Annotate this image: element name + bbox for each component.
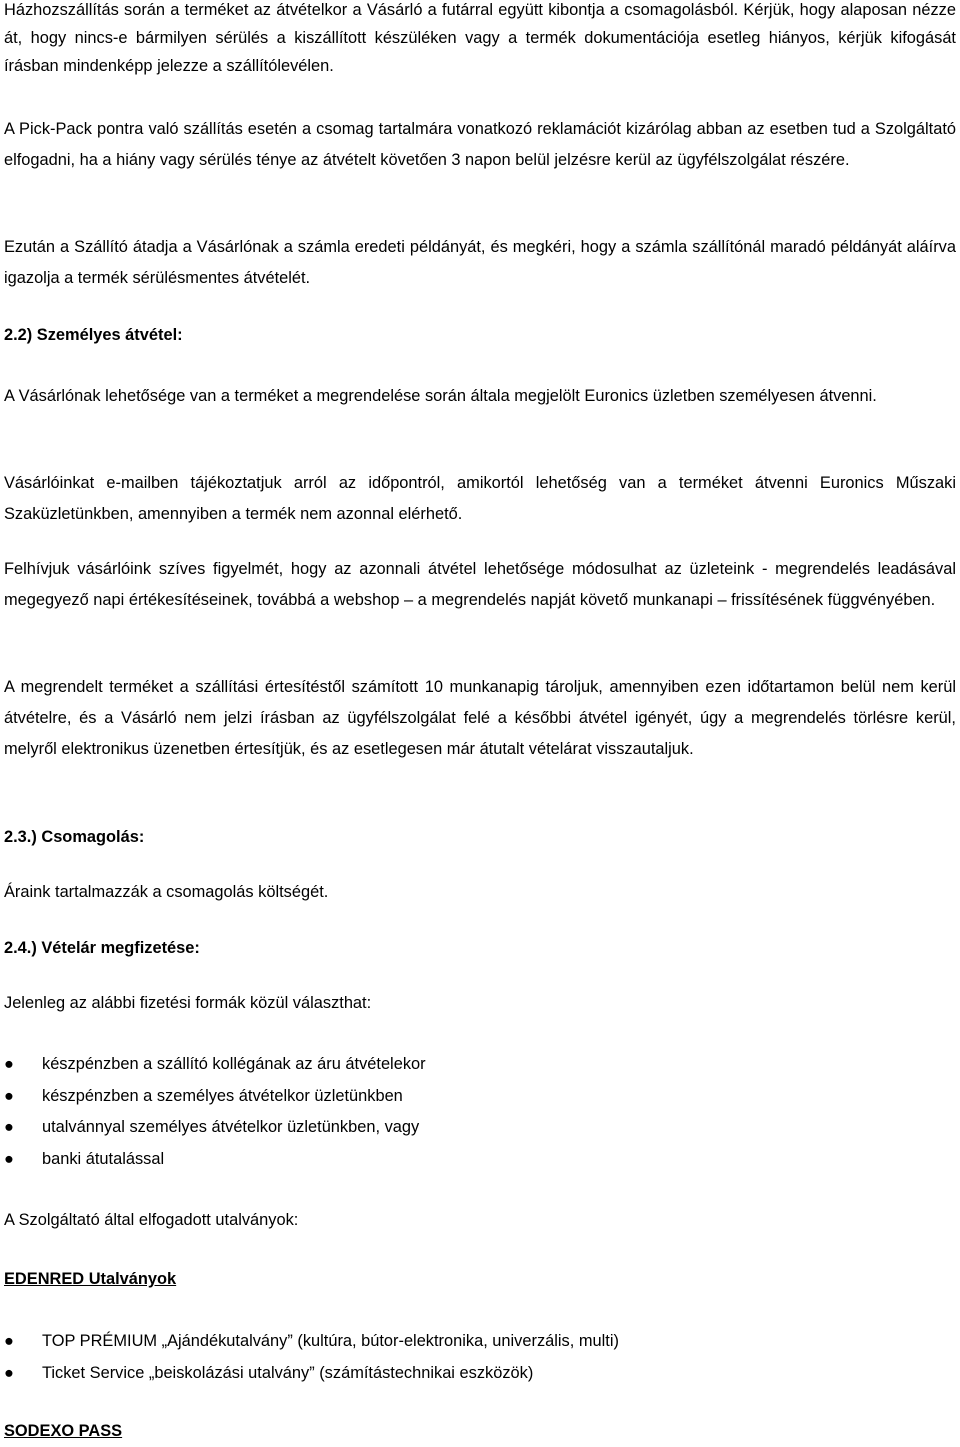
payment-method-label: készpénzben a szállító kollégának az áru átvételekor: [42, 1055, 426, 1073]
bullet-icon: ●: [4, 1055, 14, 1073]
bullet-icon: ●: [4, 1332, 14, 1350]
szemelyes-paragraph-3: Felhívjuk vásárlóink szíves figyelmét, hogy az azonnali átvétel lehetősége módosulhat az üzleteink - megrendelés leadásával megegyező napi értékesítéseinek, továbbá a webshop – a megrendelés napját követő munkanapi – frissítésének függvényében.: [4, 560, 956, 609]
vetelar-text: Jelenleg az alábbi fizetési formák közül választhat:: [4, 994, 372, 1012]
szemelyes-paragraph-4: A megrendelt terméket a szállítási értesítéstől számított 10 munkanapig tároljuk, amennyiben ezen időtartamon belül nem kerül átvételre, és a Vásárló nem jelzi írásban az ügyfélszolgálat felé a későbbi átvétel igényét, úgy a megrendelés törlésre kerül, melyről elektronikus üzenetben értesítjük, és az esetlegesen már átutalt vételárat visszautaljuk.: [4, 678, 956, 758]
bullet-icon: ●: [4, 1086, 14, 1105]
edenred-heading: EDENRED Utalványok: [4, 1270, 177, 1288]
utalvany-intro: A Szolgáltató által elfogadott utalványok:: [4, 1211, 299, 1229]
szemelyes-paragraph-2: Vásárlóinkat e-mailben tájékoztatjuk arról az időpontról, amikortól lehetőség van a terméket átvenni Euronics Műszaki Szaküzletünkben, amennyiben a termék nem azonnal elérhető.: [4, 474, 956, 523]
payment-method-label: készpénzben a személyes átvételkor üzletünkben: [42, 1086, 403, 1105]
szemelyes-atvetel-heading: 2.2) Személyes átvétel:: [4, 326, 183, 344]
szallito-paragraph: Ezután a Szállító átadja a Vásárlónak a számla eredeti példányát, és megkéri, hogy a számla szállítónál maradó példányát aláírva igazolja a termék sérülésmentes átvételét.: [4, 238, 956, 287]
list-item: [4, 1081, 956, 1113]
list-item: [4, 1358, 956, 1390]
pickpack-paragraph: A Pick-Pack pontra való szállítás esetén a csomag tartalmára vonatkozó reklamációt kizárólag abban az esetben tud a Szolgáltató elfogadni, ha a hiány vagy sérülés ténye az átvételt követően 3 napon belül jelzésre kerül az ügyfélszolgálat részére.: [4, 120, 956, 169]
list-item: [4, 1049, 956, 1081]
payment-method-label: banki átutalással: [42, 1149, 165, 1168]
edenred-list: [4, 1326, 956, 1389]
sodexo-heading: SODEXO PASS: [4, 1422, 123, 1440]
payment-methods-list: [4, 1049, 956, 1175]
csomagolas-text: Áraink tartalmazzák a csomagolás költségét.: [4, 883, 329, 901]
csomagolas-heading: 2.3.) Csomagolás:: [4, 828, 145, 846]
document-page: [4, 0, 956, 1440]
vetelar-heading: 2.4.) Vételár megfizetése:: [4, 939, 200, 957]
payment-method-label: utalvánnyal személyes átvételkor üzletünkben, vagy: [42, 1118, 420, 1137]
list-item: [4, 1326, 956, 1358]
list-item: [4, 1112, 956, 1144]
szemelyes-paragraph-1: A Vásárlónak lehetősége van a terméket a megrendelése során általa megjelölt Euronics üzletben személyesen átvenni.: [4, 387, 877, 405]
edenred-item-label: TOP PRÉMIUM „Ajándékutalvány” (kultúra, bútor-elektronika, univerzális, multi): [42, 1332, 619, 1350]
list-item: [4, 1144, 956, 1176]
bullet-icon: ●: [4, 1149, 14, 1168]
intro-paragraph: Házhozszállítás során a terméket az átvételkor a Vásárló a futárral együtt kibontja a csomagolásból. Kérjük, hogy alaposan nézze át, hogy nincs-e bármilyen sérülés a kiszállított készüléken vagy a termék dokumentációja esetleg hiányos, kérjük kifogását írásban mindenképp jelezze a szállítólevélen.: [4, 1, 956, 75]
bullet-icon: ●: [4, 1363, 14, 1382]
edenred-item-label: Ticket Service „beiskolázási utalvány” (számítástechnikai eszközök): [42, 1363, 534, 1382]
bullet-icon: ●: [4, 1118, 14, 1137]
